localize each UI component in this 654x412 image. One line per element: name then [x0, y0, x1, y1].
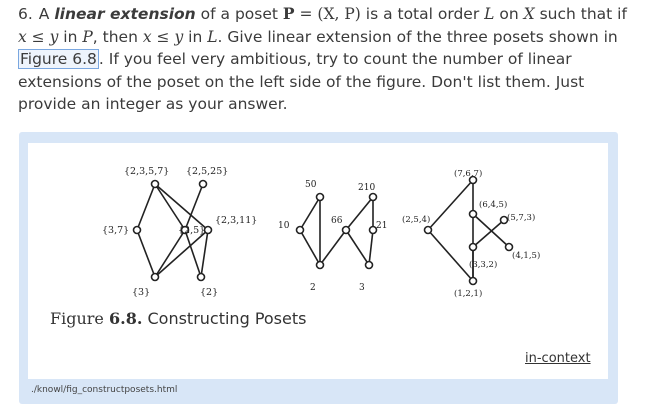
node-label: {2,3,11} [215, 215, 258, 226]
in-context-link[interactable]: in-context [525, 351, 591, 366]
node-label: (7,6,7) [454, 169, 483, 179]
node-label: (1,2,1) [454, 289, 483, 299]
poset-node [200, 181, 207, 188]
node-label: 21 [376, 221, 388, 231]
node-label: 66 [331, 216, 343, 226]
node-label: (2,5,4) [402, 215, 431, 225]
poset-diagrams [28, 143, 608, 303]
figure-knowl [19, 132, 618, 404]
node-label: (3,3,2) [469, 260, 498, 270]
defined-term: linear extension [54, 5, 196, 23]
node-label: (6,4,5) [479, 200, 508, 210]
poset-node [425, 227, 432, 234]
caption-number: 6.8. [108, 309, 143, 328]
node-label: (4,1,5) [512, 251, 541, 261]
node-label: 2 [310, 283, 316, 293]
permalink-link[interactable]: ./knowl/fig_constructposets.html [31, 385, 178, 395]
poset-node [366, 262, 373, 269]
node-label: {2,5,25} [186, 166, 229, 177]
node-label: 3 [359, 283, 365, 293]
poset-node [152, 181, 159, 188]
node-label: {3} [132, 287, 151, 298]
node-label: 10 [278, 221, 290, 231]
figure-panel [28, 143, 608, 379]
poset-node [134, 227, 141, 234]
node-label: {2,3,5,7} [124, 166, 170, 177]
node-label: (5,7,3) [507, 213, 536, 223]
poset-node [470, 244, 477, 251]
node-label: {2} [200, 287, 219, 298]
poset-node [205, 227, 212, 234]
poset-node [198, 274, 205, 281]
node-label: 210 [358, 183, 376, 193]
poset-node [470, 211, 477, 218]
poset-node [470, 278, 477, 285]
node-label: {2,5} [178, 225, 206, 236]
caption-text: Constructing Posets [147, 309, 307, 328]
poset-node [370, 194, 377, 201]
poset-node [317, 194, 324, 201]
node-label: 50 [305, 180, 317, 190]
poset-node [152, 274, 159, 281]
poset-node [343, 227, 350, 234]
figure-reference-link[interactable]: Figure 6.8 [20, 50, 97, 68]
poset-node [317, 262, 324, 269]
node-label: {3,7} [102, 225, 130, 236]
figure-caption [50, 309, 306, 328]
problem-number: 6. [18, 5, 33, 23]
problem-text: 6. A linear extension of a poset P = (X, P) is a total order L on X such that if x ≤ y in P, then x ≤ y in L. Give linear extension of the three posets shown in Figure 6.8 . If you feel very ambitious, try to count the number of linear extensions of the poset on the left side of the figure. Don't list them. Just provide an integer as your answer. [18, 4, 627, 113]
poset-node [506, 244, 513, 251]
poset-node [297, 227, 304, 234]
caption-label: Figure [50, 309, 104, 328]
